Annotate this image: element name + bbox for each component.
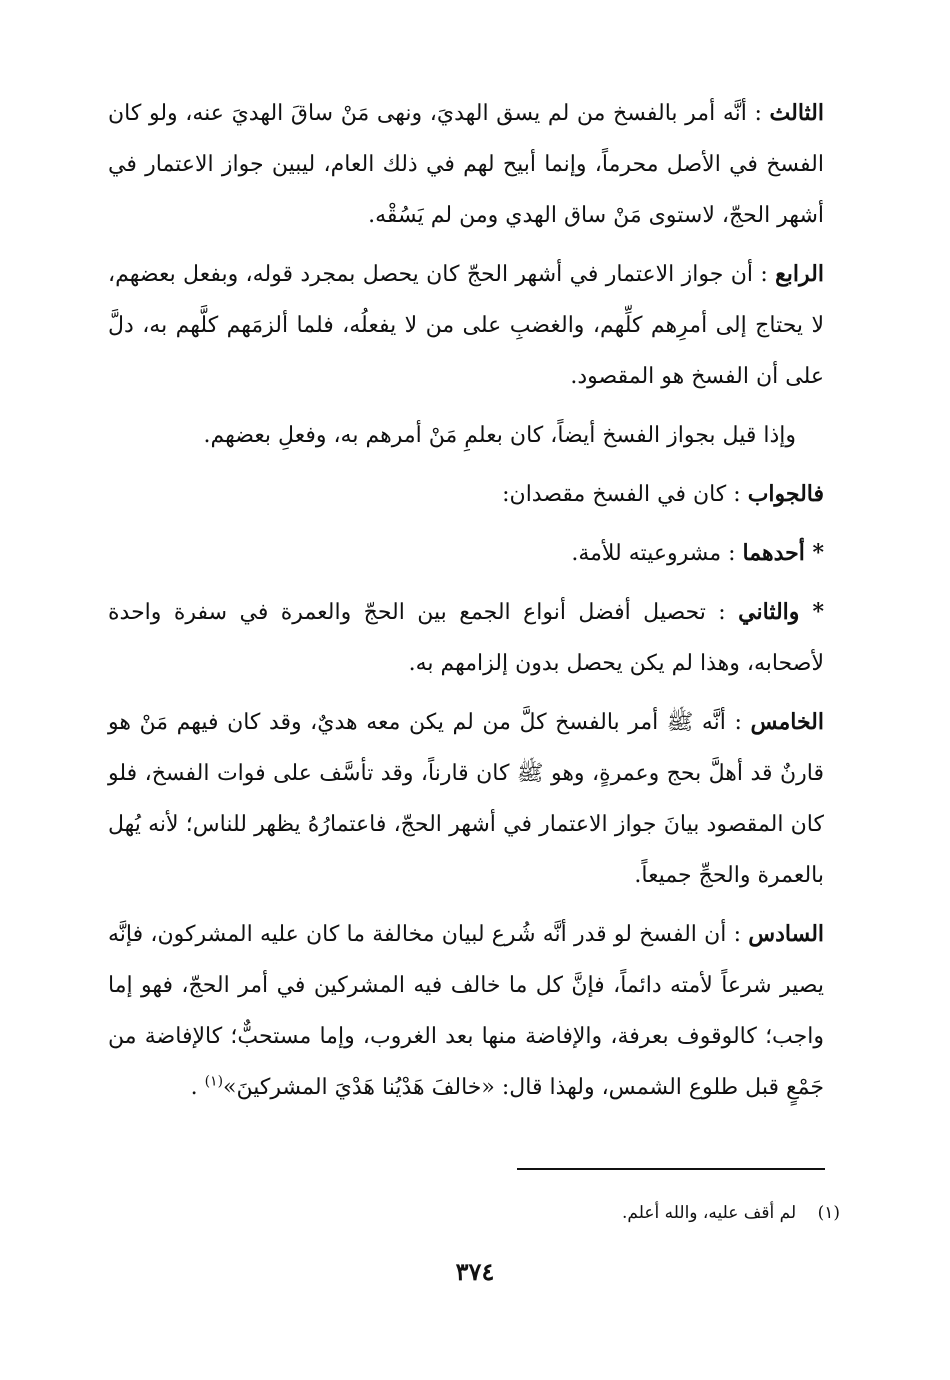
paragraph-lead: الخامس bbox=[750, 709, 824, 735]
paragraph-text: : أن الفسخ لو قدر أنَّه شُرع لبيان مخالفة ما كان عليه المشركون، فإنَّه يصير شرعاً لأمته دائماً، فإنَّ كل ما خالف فيه المشركين في أمر الحجّ، فهو إما واجب؛ كالوقوف بعرفة، والإفاضة منها بعد الغروب، وإما مستحبٌّ؛ كالإفاضة من جَمْعٍ قبل طلوع الشمس، ولهذا قال: «خالفَ هَدْيُنا هَدْيَ المشركينَ» bbox=[108, 922, 824, 1100]
paragraph-text: : كان في الفسخ مقصدان: bbox=[502, 482, 741, 507]
paragraph-if-said bbox=[108, 410, 824, 461]
page-body bbox=[108, 88, 824, 1121]
paragraph-answer bbox=[108, 469, 824, 520]
paragraph-lead: * أحدهما bbox=[742, 540, 824, 566]
footnote-reference[interactable]: (١) bbox=[204, 1073, 224, 1090]
paragraph-lead: الرابع bbox=[775, 261, 824, 287]
paragraph-tail: . bbox=[190, 1075, 198, 1100]
paragraph-text: وإذا قيل بجواز الفسخ أيضاً، كان بعلمِ مَنْ أمرهم به، وفعلِ بعضهم. bbox=[203, 423, 796, 448]
paragraph-lead: الثالث bbox=[769, 100, 824, 126]
paragraph-text: : أن جواز الاعتمار في أشهر الحجّ كان يحصل بمجرد قوله، وبفعل بعضهم، لا يحتاج إلى أمرِهم كلِّهم، والغضبِ على من لا يفعلُه، فلما ألزمَهم كلَّهم به، دلَّ على أن الفسخ هو المقصود. bbox=[108, 262, 824, 389]
paragraph-first-purpose bbox=[108, 528, 824, 579]
paragraph-sixth bbox=[108, 909, 824, 1113]
paragraph-text: : أنَّه أمر بالفسخ من لم يسق الهديَ، ونهى مَنْ ساقَ الهديَ عنه، ولو كان الفسخ في الأصل محرماً، وإنما أبيح لهم في ذلك العام، ليبين جواز الاعتمار في أشهر الحجّ، لاستوى مَنْ ساق الهدي ومن لم يَسُقْه. bbox=[108, 101, 824, 228]
page-number: ٣٧٤ bbox=[455, 1257, 495, 1286]
footnote-number: (١) bbox=[817, 1203, 840, 1223]
footnote bbox=[622, 1198, 840, 1228]
paragraph-text: : تحصيل أفضل أنواع الجمع بين الحجّ والعمرة في سفرة واحدة لأصحابه، وهذا لم يكن يحصل بدون إلزامهم به. bbox=[108, 600, 824, 676]
paragraph-text: : مشروعيته للأمة. bbox=[571, 541, 736, 566]
paragraph-fourth bbox=[108, 249, 824, 402]
paragraph-lead: فالجواب bbox=[747, 481, 824, 507]
paragraph-lead: * والثاني bbox=[738, 599, 824, 625]
paragraph-lead: السادس bbox=[748, 921, 825, 947]
paragraph-text: : أنَّه ﷺ أمر بالفسخ كلَّ من لم يكن معه هديٌ، وقد كان فيهم مَنْ هو قارنٌ قد أهلَّ بحج وعمرةٍ، وهو ﷺ كان قارناً، وقد تأسَّف على فوات الفسخ، فلو كان المقصود بيانَ جواز الاعتمار في أشهر الحجّ، فاعتمارُهُ يظهر للناس؛ لأنه يُهل بالعمرة والحجِّ جميعاً. bbox=[108, 710, 824, 888]
paragraph-fifth bbox=[108, 697, 824, 901]
paragraph-second-purpose bbox=[108, 587, 824, 689]
footnote-text: لم أقف عليه، والله أعلم. bbox=[622, 1203, 797, 1223]
paragraph-third bbox=[108, 88, 824, 241]
footnote-divider bbox=[517, 1168, 825, 1170]
